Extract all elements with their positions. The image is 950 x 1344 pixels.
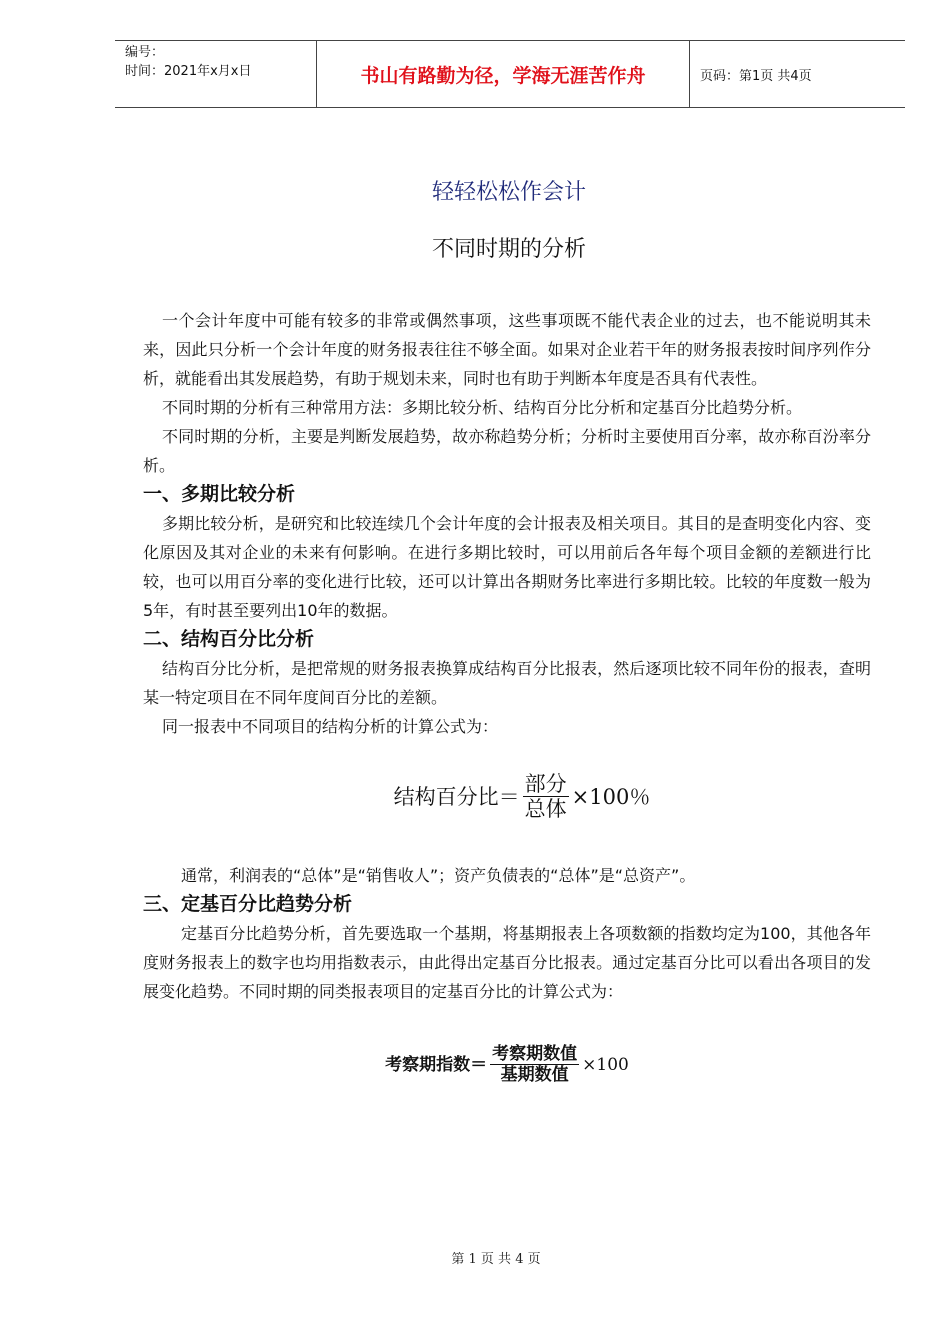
section-body-1: 多期比较分析，是研究和比较连续几个会计年度的会计报表及相关项目。其目的是查明变化内容、变化原因及其对企业的未来有何影响。在进行多期比较时，可以用前后各年每个项目金额的差额进行比较，也可以用百分率的变化进行比较，还可以计算出各期财务比率进行多期比较。比较的年度数一般为5年，有时甚至要列出10年的数据。 [143,514,871,620]
formula-numerator: 考察期数值 [492,1043,578,1064]
time-label: 时间：2021年x月x日 [125,64,252,79]
formula-denominator: 总体 [524,796,567,821]
page-header [115,40,905,108]
header-motto: 书山有路勤为径，学海无涯苦作舟 [316,41,690,107]
section-heading-1: 一、多期比较分析 [143,483,296,505]
formula-denominator: 基期数值 [500,1065,569,1086]
structure-percentage-formula [143,747,871,847]
header-meta [115,41,316,107]
section-body-2: 结构百分比分析，是把常规的财务报表换算成结构百分比报表，然后逐项比较不同年份的报表，查明某一特定项目在不同年度间百分比的差额。 [143,659,871,707]
page-footer: 第 1 页 共 4 页 [451,1252,541,1267]
formula-fraction [523,772,569,822]
section-heading-3: 三、定基百分比趋势分析 [143,893,353,915]
formula-numerator: 部分 [524,771,567,796]
formula-lhs: 考察期指数＝ [385,1054,488,1075]
index-formula [143,1020,871,1110]
section-heading-2: 二、结构百分比分析 [143,628,315,650]
formula-rhs: ×100 [582,1054,629,1075]
section-body-3: 定基百分比趋势分析，首先要选取一个基期，将基期报表上各项数额的指数均定为100，其他各年度财务报表上的数字也均用指数表示，由此得出定基百分比报表。通过定基百分比可以看出各项目的发展变化趋势。不同时期的同类报表项目的定基百分比的计算公式为： [143,924,871,1001]
formula-note: 通常，利润表的“总体”是“销售收人”；资产负债表的“总体”是“总资产”。 [181,866,696,885]
formula-lhs: 结构百分比＝ [393,784,520,809]
methods-paragraph: 不同时期的分析有三种常用方法：多期比较分析、结构百分比分析和定基百分比趋势分析。 [162,398,803,417]
document-subtitle: 不同时期的分析 [431,237,586,262]
document-body [143,306,871,1110]
intro-paragraph: 一个会计年度中可能有较多的非常或偶然事项，这些事项既不能代表企业的过去，也不能说明其未来，因此只分析一个会计年度的财务报表往往不够全面。如果对企业若干年的财务报表按时间序列作分析，就能看出其发展趋势，有助于规划未来，同时也有助于判断本年度是否具有代表性。 [143,311,871,388]
document-title: 轻轻松松作会计 [431,180,586,205]
trend-paragraph: 不同时期的分析，主要是判断发展趋势，故亦称趋势分析；分析时主要使用百分率，故亦称百汾率分析。 [143,427,871,475]
formula-rhs: ×100％ [571,784,651,809]
header-page-info: 页码：第1页 共4页 [700,68,812,84]
number-label: 编号： [125,45,165,60]
formula-intro: 同一报表中不同项目的结构分析的计算公式为： [162,717,499,736]
formula-fraction [490,1045,579,1086]
